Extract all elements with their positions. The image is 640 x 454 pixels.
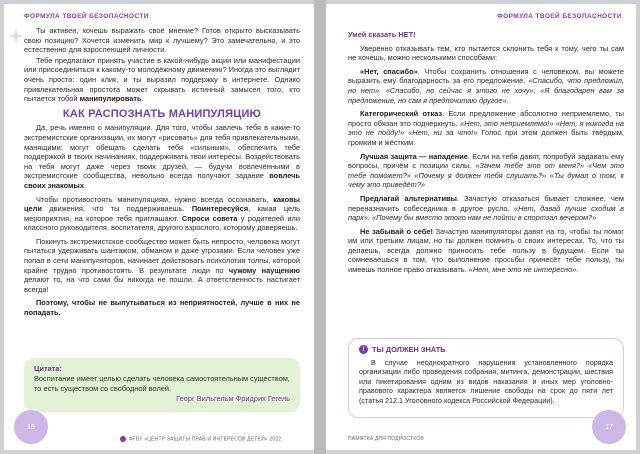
running-head: ФОРМУЛА ТВОЕЙ БЕЗОПАСНОСТИ	[24, 13, 149, 20]
text-run: Чтобы противостоять манипуляциям, нужно всегда осознавать,	[36, 194, 274, 204]
right-page	[326, 4, 636, 450]
sparkle-icon	[8, 28, 24, 44]
text-run: . Зачастую отказаться бывает сложнее, чем переназначить собеседника в другое русло.	[348, 193, 624, 213]
paragraph: Да, речь именно о манипуляции. Для того, чтобы завлечь тебя в какие-то экстремистские организации, их могут «рисовать» для тебя привлекательными, манящими: могут обещать сделать тебя «сильным», обеспечить тебе поддержкой в твоих начинаниях, поддерживать твои интересы. Воздействовать на тебя могут даже через твоих друзей, — будучи вовлечёнными в экстремистские сообщества, невольно всегда получают задание вовлечь своих знакомых.	[24, 123, 300, 190]
logo-icon	[120, 436, 126, 442]
quote-label: Цитата:	[34, 364, 62, 373]
text-run: делают то, на что сами бы никогда не пошли. А ответственность настигает всегда!	[24, 275, 300, 294]
info-box-text: В случае неоднократного нарушения установленного порядка организации либо проведения собрания, митинга, демонстрации, шествия или пикетирования одним из видов наказания и иных мер уголовно-правового характера является лишение свободы на срок до пяти лет (статья 212.1 Уголовного кодекса Российской Федерации).	[359, 358, 613, 405]
info-box-title-text: ТЫ ДОЛЖЕН ЗНАТЬ	[372, 345, 446, 354]
italic-text: «Нет, мне это не интересно».	[468, 265, 579, 275]
book-spine	[314, 0, 326, 454]
page-number: 17	[592, 410, 626, 444]
quote-box	[24, 358, 300, 412]
text-run: Зачастую манипуляторы давят на то, чтобы ты помог им или третьим лицам, но ты должен помнить о своих интересах. То, что ты делаешь, всегда должно приносить тебе пользу в будущем. Если ты сомневаешься в том, что выполнение просьбы принесёт тебе пользу, ты имеешь полное право отказывать.	[348, 226, 624, 275]
text-run: Тебе предлагают принять участие в какой-нибудь акции или манифестации или присоединиться к какому-то молодёжному движению? Иногда это выглядит очень просто: один клик, и ты выразил поддержку в интернете. Однако привлекательная простота может скрывать истинный замысел того, кто пытается тобой	[24, 55, 300, 104]
body-text	[348, 30, 624, 276]
paragraph: Ты активен, хочешь выражать своё мнение? Готов открыто высказывать свою позицию? Хочется изменить мир к лучшему? Это замечательно, и это естественно для взрослеющей личности.	[24, 26, 300, 55]
footer	[120, 436, 281, 442]
bold-text: «Нет, спасибо»	[360, 66, 418, 76]
running-head: ФОРМУЛА ТВОЕЙ БЕЗОПАСНОСТИ	[497, 13, 622, 20]
italic-text: «Спасибо, что предложил, но нет». «Спасибо, но сейчас я этого не хочу». «Я благодарен вам за предложение, но сам я предпочитаю другое».	[348, 76, 624, 105]
info-box	[348, 338, 624, 418]
paragraph	[348, 109, 624, 147]
heading-text: Умей сказать НЕТ!	[348, 30, 416, 39]
bold-text: Предлагай альтернативы	[360, 193, 457, 203]
text-run: . Если на тебя давят, попробуй задавать ему вопросы, причём с позиции силы.	[348, 151, 624, 171]
text-run: , какая цель мероприятия, на которое тебя приглашают.	[24, 204, 300, 223]
bold-text: Категорический отказ	[360, 109, 443, 119]
footer: ПАМЯТКА ДЛЯ ПОДРОСТКОВ	[348, 436, 424, 442]
paragraph: Уверенно отказывать тем, кто пытается склонить тебя к тому, чего ты сам не хочешь, можно несколькими способами:	[348, 43, 624, 63]
italic-text: «Нет, это неприемлемо!» «Нет, я никогда на это не пойду!» «Нет, ни за что!»	[348, 118, 624, 138]
paragraph	[24, 237, 300, 295]
text-run: движения, что ты поддерживаешь.	[41, 204, 192, 214]
paragraph	[348, 227, 624, 275]
text-run: у родителей или классного руководителя, воспитателя, другого взрослого, которому доверяешь.	[24, 213, 300, 233]
paragraph: Тебе предлагают принять участие в какой-нибудь акции или манифестации или присоединиться к какому-то молодёжному движению? Иногда это выглядит очень просто: один клик, и ты выразил поддержку в интернете. Однако привлекательная простота может скрывать истинный замысел того, кто пытается тобой манипулировать.	[24, 55, 300, 104]
paragraph	[24, 195, 300, 233]
footer-text: ФГБУ «ЦЕНТР ЗАЩИТЫ ПРАВ И ИНТЕРЕСОВ ДЕТЕЙ» 2022	[129, 436, 282, 442]
italic-text: «Зачем тебе это от меня?» «Чем это тебе поможет?» «Почему я должен тебя слушать?» «Ты думал о том, к чему это приведёт?»	[348, 161, 624, 190]
left-page	[4, 4, 314, 450]
bold-text: чужому наущению	[228, 265, 300, 275]
quote-text: Воспитание имеет целью сделать человека самостоятельным существом, то есть существом со свободной волей.	[34, 374, 290, 393]
paragraph	[24, 298, 300, 317]
body-text	[24, 26, 300, 319]
section-title: КАК РАСПОЗНАТЬ МАНИПУЛЯЦИЮ	[62, 107, 262, 120]
bold-text: манипулировать	[79, 94, 142, 104]
text-run: . Чтобы сохранить отношения с человеком, вы можете выразить ему благодарность за его предложение.	[348, 66, 624, 86]
bold-text: вовлечь своих знакомых	[24, 171, 300, 190]
bold-text: Лучшая защита — нападение	[360, 151, 468, 161]
paragraph	[348, 194, 624, 223]
quote-author: Георг Вильгельм Фридрих Гегель	[176, 394, 290, 404]
text-run: . Если предложение абсолютно неприемлемо, ты просто обязан это подчеркнуть.	[348, 109, 624, 128]
bold-text: Поинтересуйся	[191, 204, 249, 214]
bold-text: каковы цели	[24, 194, 300, 214]
text-run: Голос при этом должен быть твёрдым, громким и жёстким.	[348, 128, 624, 147]
bold-text: Спроси совета	[181, 213, 238, 223]
info-box-title	[359, 345, 613, 354]
italic-text: «Нет, давай лучше сходим в парк». «Почему бы вместо этого нам не пойти в спортзал вечером?»	[348, 203, 624, 223]
paragraph	[348, 152, 624, 190]
page-number: 16	[14, 410, 48, 444]
text-run: Да, речь именно о манипуляции. Для того, чтобы завлечь тебя в какие-то экстремистские организации, их могут «рисовать» для тебя привлекательными, манящими: могут обещать сделать тебя «сильным», обеспечить тебе поддержкой в твоих начинаниях, поддерживать твои интересы. Воздействовать на тебя могут даже через твоих друзей, — будучи вовлечёнными в экстремистские сообщества, невольно всегда получают задание	[24, 123, 300, 181]
bold-text: Поэтому, чтобы не выпутываться из неприятностей, лучше в них не попадать.	[24, 298, 300, 318]
bold-text: Не забывай о себе!	[360, 226, 433, 236]
info-icon: !	[359, 345, 368, 354]
text-run: Покинуть экстремистское сообщество может быть непросто, человека могут пытаться удерживать шантажом, обманом и даже угрозами. Если человек уже попал в сети манипуляторов, начинает действовать психология толпы, которой крайне трудно противостоять. В результате люди по	[24, 236, 300, 275]
heading	[348, 30, 624, 40]
paragraph	[348, 67, 624, 105]
